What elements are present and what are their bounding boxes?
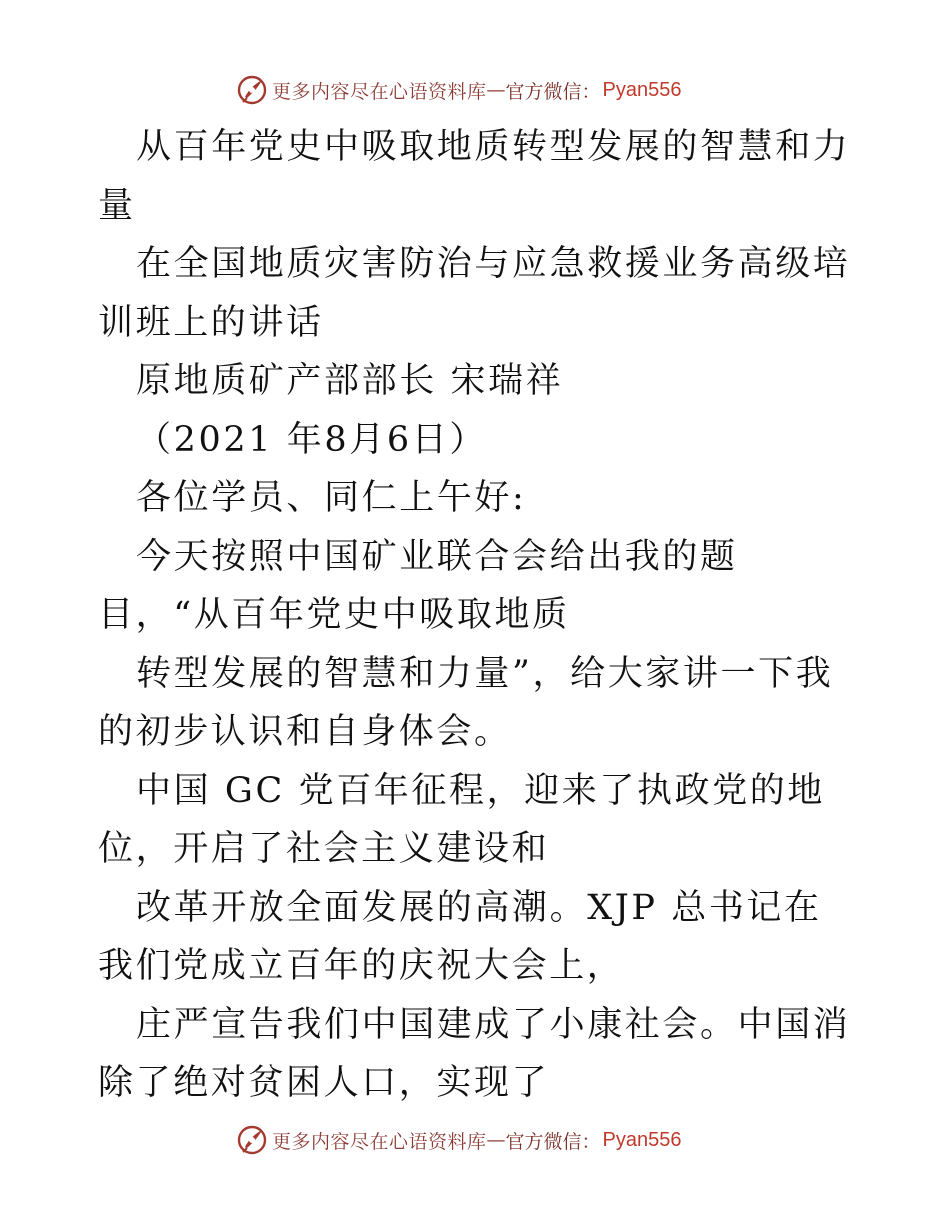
footer-banner	[236, 1123, 682, 1157]
body-paragraph: 转型发展的智慧和力量”，给大家讲一下我的初步认识和自身体会。	[98, 653, 834, 752]
date-line: （2021 年8月6日）	[136, 419, 487, 460]
banner-separator: —	[486, 1129, 506, 1151]
body-paragraph: 庄严宣告我们中国建成了小康社会。中国消除了绝对贫困人口，实现了	[98, 1004, 851, 1103]
body-paragraph: 中国 GC 党百年征程，迎来了执政党的地位，开启了社会主义建设和	[98, 770, 825, 869]
document-title: 从百年党史中吸取地质转型发展的智慧和力量	[98, 127, 851, 226]
salutation: 各位学员、同仁上午好:	[136, 478, 527, 518]
speaker-line: 原地质矿产部部长 宋瑞祥	[136, 361, 564, 401]
banner-separator: —	[486, 79, 506, 101]
body-paragraph: 今天按照中国矿业联合会给出我的题目，“从百年党史中吸取地质	[98, 536, 738, 635]
banner-wechat-handle: Pyan556	[602, 78, 682, 101]
quill-pen-logo-icon	[236, 1124, 268, 1156]
banner-wechat-label: 官方微信：	[505, 1130, 601, 1153]
document-subtitle: 在全国地质灾害防治与应急救援业务高级培训班上的讲话	[98, 244, 851, 343]
quill-pen-logo-icon	[236, 74, 268, 106]
banner-promo-text: 更多内容尽在心语资料库	[272, 1130, 487, 1153]
banner-wechat-handle: Pyan556	[602, 1128, 682, 1151]
body-paragraph: 改革开放全面发展的高潮。XJP 总书记在我们党成立百年的庆祝大会上，	[98, 887, 822, 986]
banner-promo-text: 更多内容尽在心语资料库	[272, 80, 487, 103]
banner-wechat-label: 官方微信：	[505, 80, 601, 103]
document-body	[98, 118, 854, 1113]
header-banner	[236, 73, 682, 107]
